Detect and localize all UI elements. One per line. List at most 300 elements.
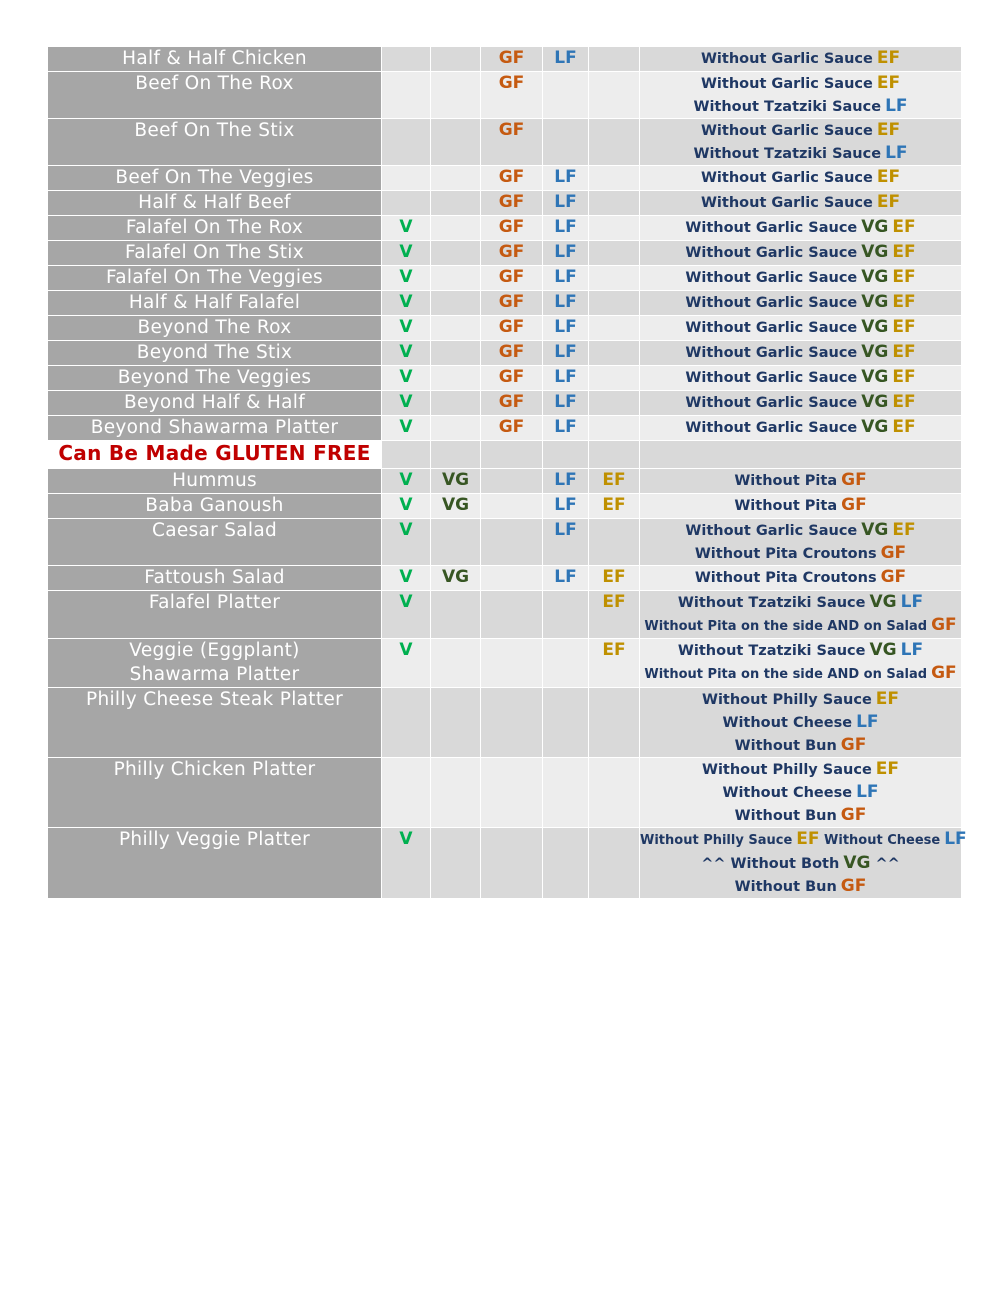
mark-lf-cell — [543, 519, 589, 566]
mark-v-cell — [382, 639, 431, 688]
gluten-free-section-header — [48, 441, 962, 469]
mark-gf-cell — [481, 241, 543, 266]
item-name-line: Fattoush Salad — [144, 567, 285, 588]
modification-notes — [640, 688, 962, 758]
mark-lf-label: LF — [554, 470, 577, 490]
modification-line — [640, 119, 961, 142]
diet-tag-vg: VG — [861, 217, 889, 237]
diet-tag-lf: LF — [944, 829, 967, 849]
item-name — [48, 639, 382, 688]
mark-gf-label: GF — [498, 73, 525, 93]
table-row — [48, 191, 962, 216]
section-heading: Can Be Made GLUTEN FREE — [48, 441, 382, 469]
mark-gf-cell — [481, 416, 543, 441]
diet-tag-ef: EF — [876, 120, 901, 140]
modification-text: ^^ Without Both — [701, 856, 840, 872]
modification-line — [640, 662, 961, 686]
table-row — [48, 366, 962, 391]
mark-lf-cell — [543, 416, 589, 441]
mark-lf-cell — [543, 191, 589, 216]
mark-lf-cell — [543, 266, 589, 291]
modification-line — [640, 614, 961, 638]
modification-text: Without Pita Croutons — [694, 570, 877, 586]
mark-vg-cell — [431, 391, 481, 416]
mark-ef-cell — [589, 266, 640, 291]
modification-notes — [640, 119, 962, 166]
item-name-line: Beyond Half & Half — [123, 392, 306, 413]
mark-gf-cell — [481, 828, 543, 899]
mark-gf-label: GF — [498, 342, 525, 362]
modification-notes — [640, 291, 962, 316]
diet-tag-vg: VG — [861, 417, 889, 437]
mark-v-label: V — [399, 640, 413, 660]
mark-v-label: V — [399, 292, 413, 312]
table-row — [48, 688, 962, 758]
mark-lf-cell — [543, 494, 589, 519]
modification-text: ^^ — [870, 856, 900, 872]
diet-tag-ef: EF — [876, 48, 901, 68]
modification-line — [640, 72, 961, 95]
diet-tag-gf: GF — [840, 805, 867, 825]
item-name-line: Falafel On The Rox — [125, 217, 304, 238]
item-name-line: Caesar Salad — [152, 520, 277, 541]
mark-lf-cell — [543, 166, 589, 191]
mark-ef-cell — [589, 391, 640, 416]
modification-text: Without Philly Sauce — [701, 762, 872, 778]
modification-notes — [640, 416, 962, 441]
mark-gf-label: GF — [498, 292, 525, 312]
item-name — [48, 519, 382, 566]
mark-lf-cell — [543, 758, 589, 828]
mark-ef-cell — [589, 241, 640, 266]
mark-lf-cell — [543, 391, 589, 416]
mark-gf-cell — [481, 688, 543, 758]
diet-tag-vg: VG — [861, 242, 889, 262]
mark-ef-cell — [589, 119, 640, 166]
item-name — [48, 758, 382, 828]
item-name — [48, 216, 382, 241]
mark-lf-cell — [543, 291, 589, 316]
diet-tag-gf: GF — [840, 735, 867, 755]
modification-line — [640, 142, 961, 165]
mark-ef-cell — [589, 216, 640, 241]
mark-ef-cell — [589, 416, 640, 441]
modification-text: Without Garlic Sauce — [685, 523, 858, 539]
modification-text: Without Garlic Sauce — [685, 245, 858, 261]
item-name-line: Hummus — [172, 470, 257, 491]
mark-v-label: V — [399, 417, 413, 437]
mark-vg-cell — [431, 341, 481, 366]
item-name — [48, 469, 382, 494]
dietary-menu-table — [47, 46, 967, 899]
diet-tag-vg: VG — [861, 342, 889, 362]
item-name — [48, 591, 382, 639]
mark-ef-cell — [589, 366, 640, 391]
modification-line — [640, 542, 961, 565]
modification-text: Without Garlic Sauce — [685, 345, 858, 361]
mark-v-cell — [382, 566, 431, 591]
mark-vg-cell — [431, 758, 481, 828]
mark-vg-cell — [431, 828, 481, 899]
modification-text: Without Pita on the side AND on Salad — [644, 667, 928, 682]
modification-text: Without Tzatziki Sauce — [693, 146, 882, 162]
modification-notes — [640, 591, 962, 639]
mark-ef-cell — [589, 291, 640, 316]
section-spacer-cell — [640, 441, 962, 469]
mark-gf-cell — [481, 341, 543, 366]
modification-line — [640, 734, 961, 757]
mark-vg-cell — [431, 566, 481, 591]
item-name — [48, 72, 382, 119]
diet-tag-ef: EF — [892, 367, 916, 387]
mark-gf-label: GF — [498, 217, 525, 237]
item-name-line: Philly Veggie Platter — [118, 829, 311, 850]
mark-gf-cell — [481, 72, 543, 119]
mark-ef-cell — [589, 72, 640, 119]
mark-v-label: V — [399, 367, 413, 387]
diet-tag-ef: EF — [892, 392, 916, 412]
modification-text: Without Garlic Sauce — [685, 395, 858, 411]
mark-gf-label: GF — [498, 417, 525, 437]
table-row — [48, 72, 962, 119]
table-row — [48, 316, 962, 341]
item-name-line: Beef On The Stix — [134, 120, 295, 141]
table-row — [48, 47, 962, 72]
mark-vg-cell — [431, 416, 481, 441]
mark-ef-label: EF — [602, 495, 626, 515]
mark-gf-cell — [481, 191, 543, 216]
mark-vg-cell — [431, 191, 481, 216]
diet-tag-gf: GF — [880, 567, 907, 587]
mark-gf-label: GF — [498, 367, 525, 387]
modification-notes — [640, 191, 962, 216]
item-name — [48, 316, 382, 341]
mark-gf-cell — [481, 591, 543, 639]
item-name-line: Falafel On The Stix — [125, 242, 304, 263]
table-row — [48, 519, 962, 566]
mark-gf-label: GF — [498, 48, 525, 68]
modification-text: Without Bun — [734, 738, 837, 754]
modification-text: Without Pita Croutons — [694, 546, 877, 562]
mark-v-cell — [382, 119, 431, 166]
menu-items-section — [48, 47, 962, 441]
diet-tag-gf: GF — [841, 470, 867, 490]
modification-text: Without Bun — [734, 879, 837, 895]
section-spacer-cell — [589, 441, 640, 469]
mark-v-cell — [382, 72, 431, 119]
item-name — [48, 494, 382, 519]
mark-vg-label: VG — [441, 470, 470, 490]
mark-v-cell — [382, 758, 431, 828]
diet-tag-lf: LF — [856, 782, 879, 802]
modification-notes — [640, 47, 962, 72]
mark-vg-cell — [431, 469, 481, 494]
mark-ef-cell — [589, 758, 640, 828]
diet-tag-lf: LF — [885, 96, 908, 116]
table-row — [48, 416, 962, 441]
mark-vg-label: VG — [441, 567, 470, 587]
modification-text: Without Garlic Sauce — [685, 370, 858, 386]
modification-notes — [640, 72, 962, 119]
mark-v-label: V — [399, 342, 413, 362]
modification-text: Without Garlic Sauce — [685, 420, 858, 436]
modification-text: Without Cheese — [722, 785, 853, 801]
mark-lf-label: LF — [554, 567, 577, 587]
table-row — [48, 828, 962, 899]
mark-gf-cell — [481, 494, 543, 519]
diet-tag-ef: EF — [892, 217, 916, 237]
diet-tag-lf: LF — [885, 143, 908, 163]
mark-vg-cell — [431, 316, 481, 341]
mark-lf-cell — [543, 366, 589, 391]
table-row — [48, 494, 962, 519]
mark-gf-cell — [481, 366, 543, 391]
section-spacer-cell — [543, 441, 589, 469]
diet-tag-vg: VG — [861, 367, 889, 387]
modification-text: Without Philly Sauce — [640, 833, 793, 848]
mark-v-cell — [382, 216, 431, 241]
item-name-line: Falafel On The Veggies — [106, 267, 323, 288]
diet-tag-ef: EF — [876, 73, 901, 93]
modification-line — [640, 758, 961, 781]
diet-tag-ef: EF — [875, 759, 900, 779]
mark-vg-cell — [431, 494, 481, 519]
mark-lf-label: LF — [554, 495, 577, 515]
mark-gf-cell — [481, 266, 543, 291]
mark-gf-label: GF — [498, 392, 525, 412]
table-row — [48, 591, 962, 639]
item-name — [48, 266, 382, 291]
mark-lf-label: LF — [554, 267, 577, 287]
mark-v-cell — [382, 191, 431, 216]
modification-text: Without Garlic Sauce — [685, 220, 858, 236]
table-row — [48, 341, 962, 366]
diet-tag-ef: EF — [876, 167, 901, 187]
item-name — [48, 191, 382, 216]
table-row — [48, 391, 962, 416]
mark-vg-cell — [431, 47, 481, 72]
item-name-line: Baba Ganoush — [145, 495, 284, 516]
mark-v-cell — [382, 341, 431, 366]
modification-line — [640, 591, 961, 614]
mark-gf-label: GF — [498, 192, 525, 212]
mark-lf-cell — [543, 566, 589, 591]
mark-gf-cell — [481, 216, 543, 241]
item-name-line: Philly Cheese Steak Platter — [86, 689, 343, 710]
modification-line — [640, 47, 961, 70]
mark-v-cell — [382, 469, 431, 494]
mark-gf-cell — [481, 758, 543, 828]
item-name — [48, 566, 382, 591]
mark-v-label: V — [399, 520, 413, 540]
item-name-line: Philly Chicken Platter — [113, 759, 316, 780]
item-name — [48, 119, 382, 166]
section-spacer-cell — [431, 441, 481, 469]
item-name-line: Half & Half Chicken — [122, 48, 307, 69]
mark-ef-cell — [589, 47, 640, 72]
mark-v-label: V — [399, 495, 413, 515]
item-name-line: Half & Half Beef — [138, 192, 291, 213]
mark-gf-cell — [481, 519, 543, 566]
modification-text: Without Garlic Sauce — [700, 170, 873, 186]
modification-line — [640, 166, 961, 189]
mark-v-label: V — [399, 567, 413, 587]
diet-tag-gf: GF — [931, 615, 957, 635]
modification-text: Without Cheese — [722, 715, 853, 731]
mark-vg-cell — [431, 366, 481, 391]
mark-v-label: V — [399, 317, 413, 337]
mark-lf-cell — [543, 639, 589, 688]
modification-notes — [640, 469, 962, 494]
mark-v-label: V — [399, 392, 413, 412]
mark-ef-label: EF — [602, 567, 626, 587]
mark-lf-label: LF — [554, 167, 577, 187]
mark-ef-cell — [589, 591, 640, 639]
modification-line — [640, 316, 961, 339]
mark-ef-cell — [589, 316, 640, 341]
diet-tag-lf: LF — [900, 592, 924, 612]
modification-line — [640, 781, 961, 804]
mark-gf-label: GF — [498, 242, 525, 262]
mark-ef-cell — [589, 828, 640, 899]
mark-vg-cell — [431, 519, 481, 566]
modification-notes — [640, 166, 962, 191]
modification-notes — [640, 216, 962, 241]
mark-v-label: V — [399, 592, 413, 612]
item-name-line: Beef On The Veggies — [115, 167, 314, 188]
modification-line — [640, 688, 961, 711]
mark-ef-cell — [589, 519, 640, 566]
modification-notes — [640, 391, 962, 416]
diet-tag-ef: EF — [892, 417, 916, 437]
section-spacer-cell — [481, 441, 543, 469]
item-name — [48, 291, 382, 316]
mark-vg-cell — [431, 216, 481, 241]
item-name — [48, 166, 382, 191]
mark-gf-cell — [481, 316, 543, 341]
modification-line — [640, 191, 961, 214]
modification-line — [640, 266, 961, 289]
item-name-line: Shawarma Platter — [129, 664, 300, 685]
modification-text: Without Garlic Sauce — [685, 270, 858, 286]
mark-lf-cell — [543, 828, 589, 899]
mark-gf-label: GF — [498, 267, 525, 287]
diet-tag-vg: VG — [861, 317, 889, 337]
mark-lf-label: LF — [554, 520, 577, 540]
modification-line — [640, 416, 961, 439]
modification-line — [640, 494, 961, 517]
mark-lf-cell — [543, 316, 589, 341]
mark-v-label: V — [399, 829, 413, 849]
diet-tag-ef: EF — [796, 829, 820, 849]
mark-lf-label: LF — [554, 192, 577, 212]
mark-lf-cell — [543, 341, 589, 366]
mark-v-cell — [382, 366, 431, 391]
mark-v-cell — [382, 241, 431, 266]
mark-ef-label: EF — [602, 592, 626, 612]
mark-ef-cell — [589, 639, 640, 688]
mark-v-label: V — [399, 470, 413, 490]
modification-line — [640, 852, 961, 875]
modification-notes — [640, 639, 962, 688]
mark-lf-label: LF — [554, 367, 577, 387]
item-name-line: Beyond The Stix — [136, 342, 293, 363]
diet-tag-vg: VG — [861, 520, 889, 540]
modification-text: Without Tzatziki Sauce — [677, 595, 866, 611]
mark-vg-cell — [431, 291, 481, 316]
mark-gf-label: GF — [498, 120, 525, 140]
modification-line — [640, 95, 961, 118]
mark-gf-cell — [481, 47, 543, 72]
mark-ef-cell — [589, 166, 640, 191]
modification-text: Without Tzatziki Sauce — [677, 643, 866, 659]
modification-text: Without Garlic Sauce — [685, 320, 858, 336]
mark-ef-label: EF — [602, 470, 626, 490]
modification-line — [640, 875, 961, 898]
mark-v-cell — [382, 166, 431, 191]
mark-gf-label: GF — [498, 317, 525, 337]
modification-line — [640, 341, 961, 364]
mark-gf-cell — [481, 639, 543, 688]
mark-ef-cell — [589, 341, 640, 366]
mark-ef-cell — [589, 494, 640, 519]
mark-gf-cell — [481, 566, 543, 591]
item-name — [48, 391, 382, 416]
diet-tag-lf: LF — [900, 640, 924, 660]
modification-text: Without Pita — [734, 498, 838, 514]
diet-tag-vg: VG — [861, 292, 889, 312]
mark-vg-cell — [431, 639, 481, 688]
modification-notes — [640, 266, 962, 291]
modification-notes — [640, 366, 962, 391]
diet-tag-vg: VG — [861, 392, 889, 412]
modification-notes — [640, 341, 962, 366]
item-name — [48, 688, 382, 758]
modification-line — [640, 241, 961, 264]
modification-notes — [640, 566, 962, 591]
mark-v-cell — [382, 519, 431, 566]
modification-line — [640, 566, 961, 589]
mark-gf-cell — [481, 391, 543, 416]
mark-lf-cell — [543, 119, 589, 166]
item-name — [48, 341, 382, 366]
diet-tag-ef: EF — [876, 192, 901, 212]
mark-v-cell — [382, 47, 431, 72]
item-name-line: Beef On The Rox — [135, 73, 294, 94]
mark-lf-cell — [543, 47, 589, 72]
modification-notes — [640, 241, 962, 266]
mark-vg-label: VG — [441, 495, 470, 515]
modification-text: Without Tzatziki Sauce — [693, 99, 882, 115]
mark-v-label: V — [399, 267, 413, 287]
modification-line — [640, 291, 961, 314]
table-row — [48, 566, 962, 591]
mark-lf-label: LF — [554, 217, 577, 237]
mark-lf-label: LF — [554, 242, 577, 262]
diet-tag-gf: GF — [840, 876, 867, 896]
diet-tag-ef: EF — [892, 242, 916, 262]
item-name-line: Beyond The Veggies — [117, 367, 312, 388]
mark-ef-cell — [589, 191, 640, 216]
modification-notes — [640, 316, 962, 341]
mark-gf-cell — [481, 166, 543, 191]
mark-lf-label: LF — [554, 317, 577, 337]
mark-v-cell — [382, 688, 431, 758]
mark-lf-cell — [543, 591, 589, 639]
diet-tag-ef: EF — [892, 267, 916, 287]
mark-v-cell — [382, 416, 431, 441]
mark-gf-cell — [481, 119, 543, 166]
